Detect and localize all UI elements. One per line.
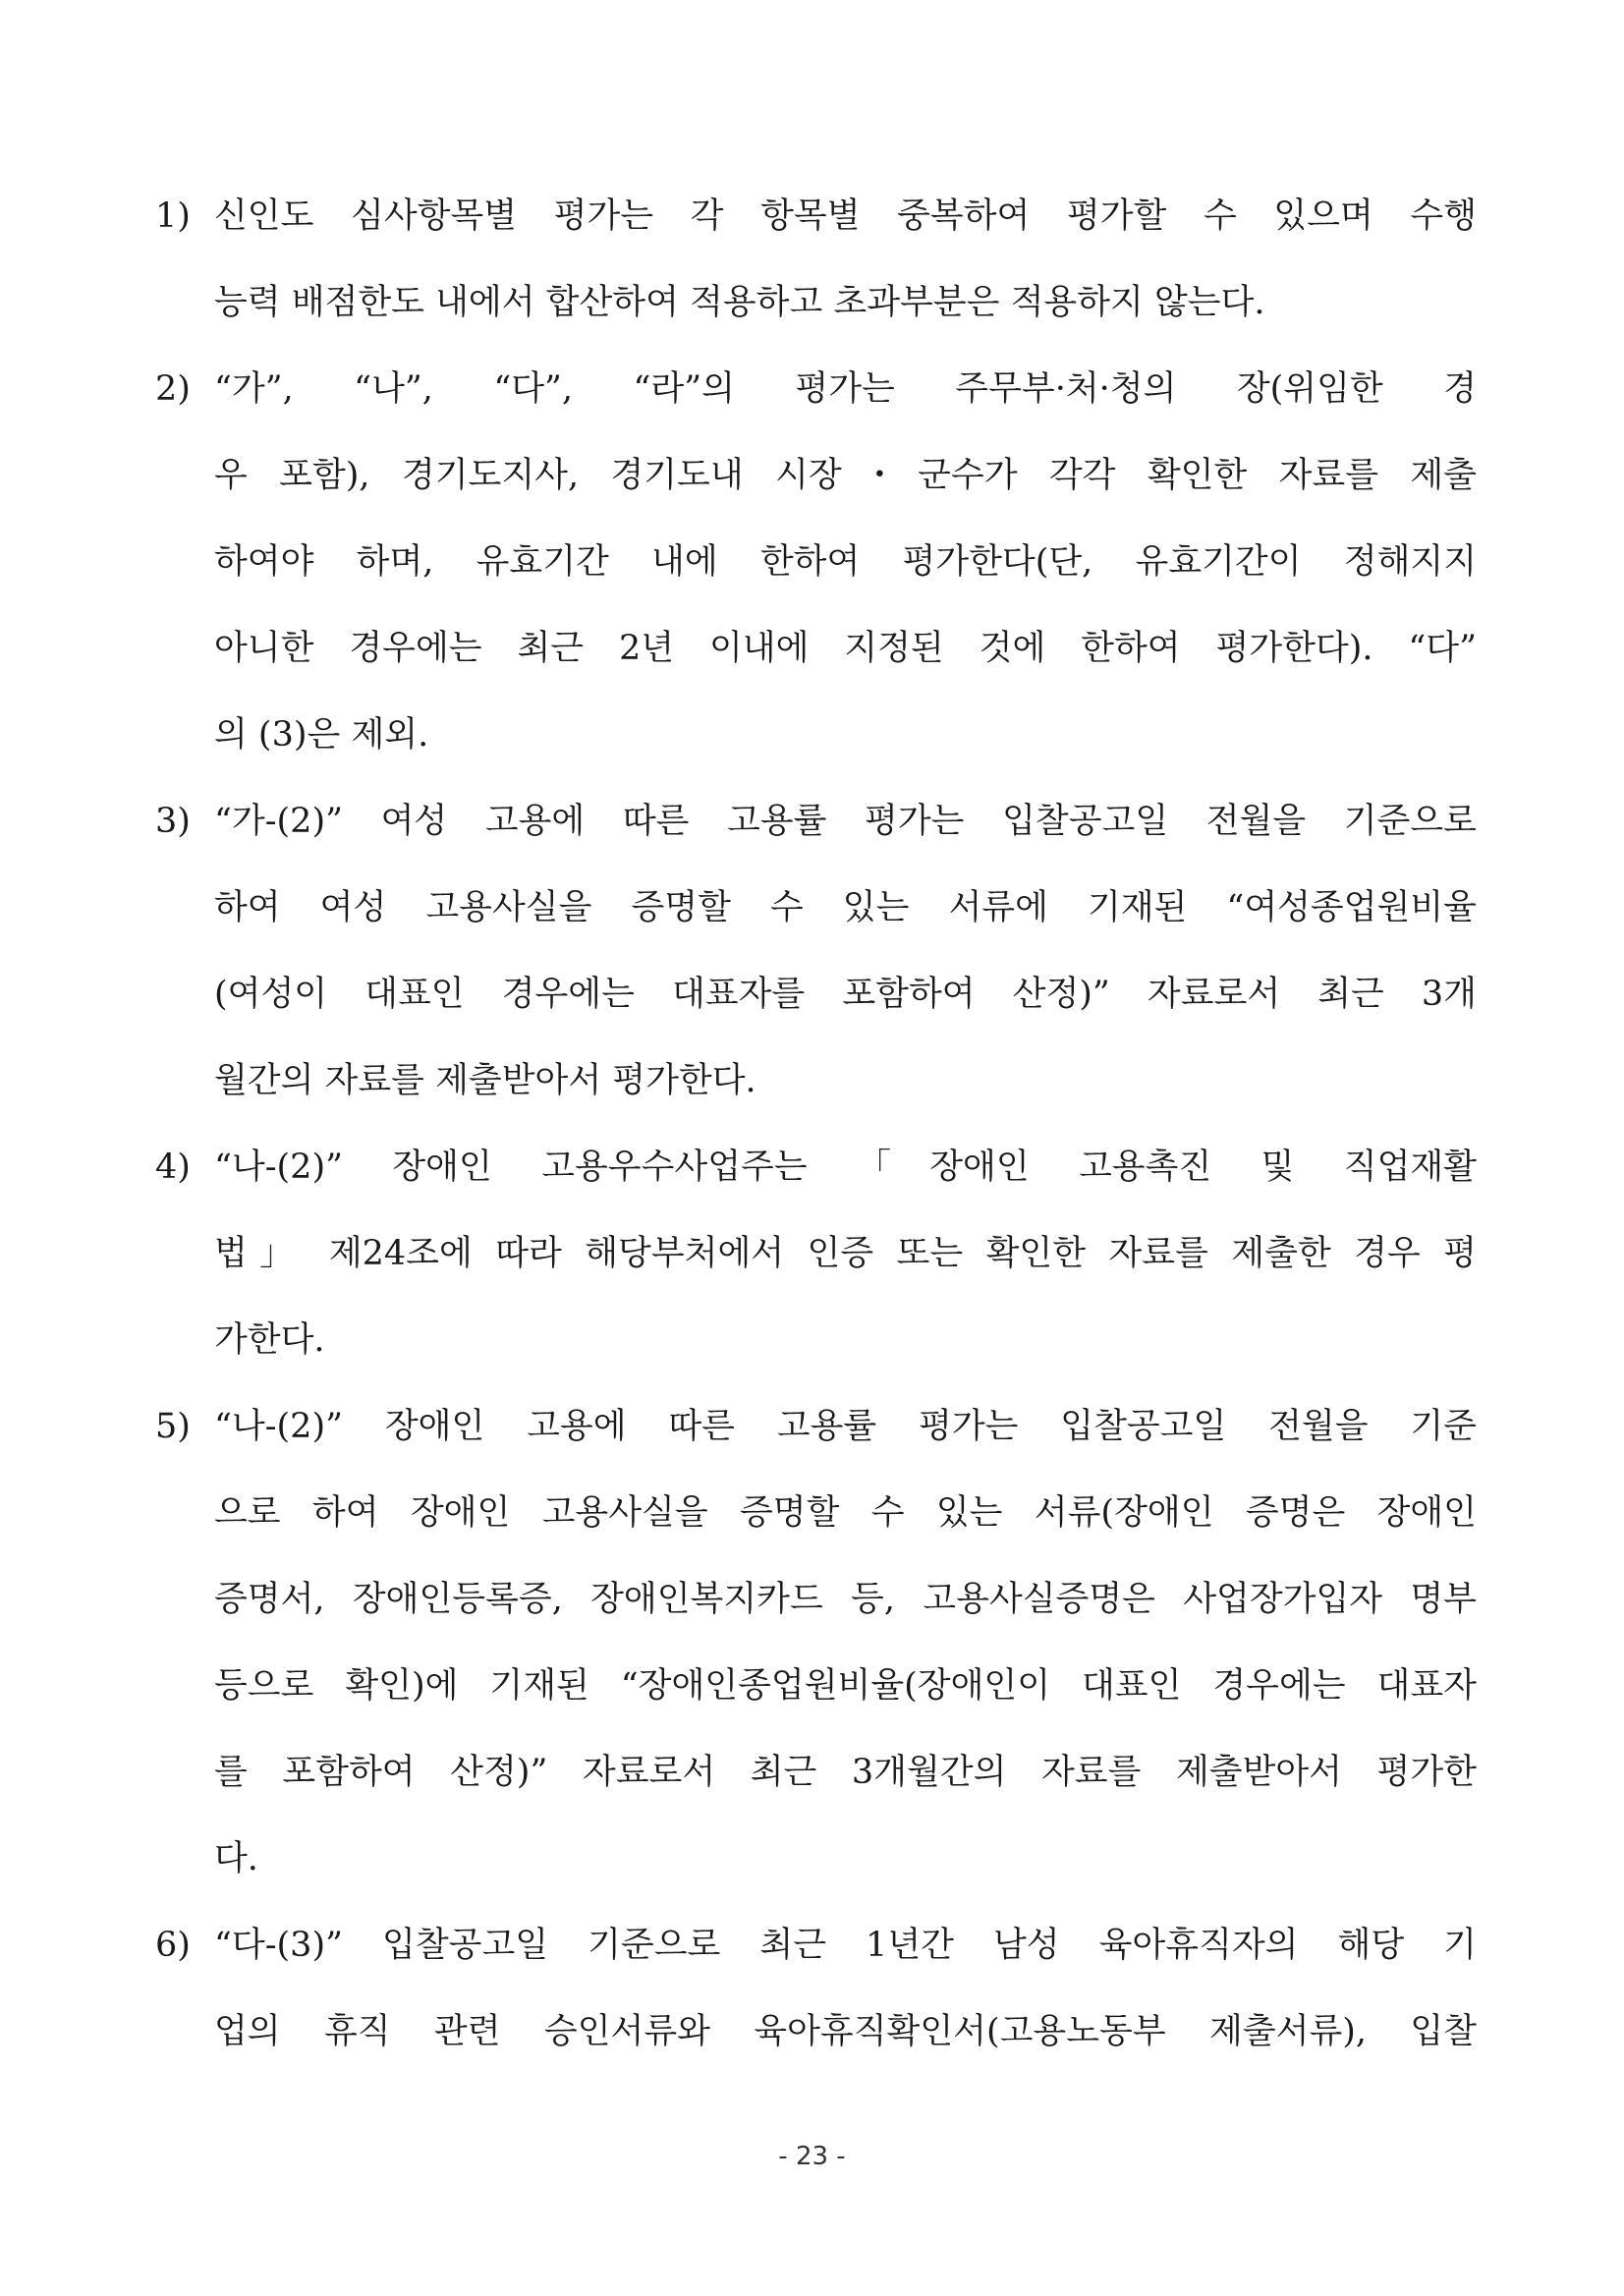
list-item xyxy=(155,173,1477,346)
item-line: “다-(3)” 입찰공고일 기준으로 최근 1년간 남성 육아휴직자의 해당 기 xyxy=(214,1926,1477,1965)
item-number: 5) xyxy=(155,1407,191,1446)
list-item xyxy=(155,1383,1477,1902)
item-line: 가한다. xyxy=(214,1320,325,1360)
item-line: 법」 제24조에 따라 해당부처에서 인증 또는 확인한 자료를 제출한 경우 평 xyxy=(214,1234,1477,1273)
item-number: 6) xyxy=(155,1926,191,1965)
item-line: 다. xyxy=(214,1839,258,1878)
item-line: “나-(2)” 장애인 고용우수사업주는 「장애인 고용촉진 및 직업재활 xyxy=(214,1148,1477,1187)
item-line: 의 (3)은 제외. xyxy=(214,715,429,755)
item-line: 증명서, 장애인등록증, 장애인복지카드 등, 고용사실증명은 사업장가입자 명부 xyxy=(214,1580,1477,1619)
list-item xyxy=(155,346,1477,778)
item-line: (여성이 대표인 경우에는 대표자를 포함하여 산정)” 자료로서 최근 3개 xyxy=(214,975,1477,1014)
item-line: 하여야 하며, 유효기간 내에 한하여 평가한다(단, 유효기간이 정해지지 xyxy=(214,542,1477,582)
item-line: 업의 휴직 관련 승인서류와 육아휴직확인서(고용노동부 제출서류), 입찰 xyxy=(214,2012,1477,2051)
item-line: 능력 배점한도 내에서 합산하여 적용하고 초과부분은 적용하지 않는다. xyxy=(214,283,1265,322)
item-line: 하여 여성 고용사실을 증명할 수 있는 서류에 기재된 “여성종업원비율 xyxy=(214,888,1477,927)
item-line: “가”, “나”, “다”, “라”의 평가는 주무부·처·청의 장(위임한 경 xyxy=(214,369,1477,409)
item-line: 우 포함), 경기도지사, 경기도내 시장・군수가 각각 확인한 자료를 제출 xyxy=(214,456,1477,495)
item-number: 1) xyxy=(155,196,191,236)
item-line: “나-(2)” 장애인 고용에 따른 고용률 평가는 입찰공고일 전월을 기준 xyxy=(214,1407,1477,1446)
item-line: 으로 하여 장애인 고용사실을 증명할 수 있는 서류(장애인 증명은 장애인 xyxy=(214,1493,1477,1533)
item-line: 등으로 확인)에 기재된 “장애인종업원비율(장애인이 대표인 경우에는 대표자 xyxy=(214,1666,1477,1706)
item-line: “가-(2)” 여성 고용에 따른 고용률 평가는 입찰공고일 전월을 기준으로 xyxy=(214,802,1477,841)
page-number: - 23 - xyxy=(778,2142,846,2171)
item-number: 2) xyxy=(155,369,191,409)
list-item xyxy=(155,1902,1477,2075)
item-number: 3) xyxy=(155,802,191,841)
list-item xyxy=(155,778,1477,1124)
item-line: 월간의 자료를 제출받아서 평가한다. xyxy=(214,1061,756,1100)
list-item xyxy=(155,1124,1477,1383)
item-number: 4) xyxy=(155,1148,191,1187)
item-line: 아니한 경우에는 최근 2년 이내에 지정된 것에 한하여 평가한다). “다” xyxy=(214,629,1477,668)
item-line: 를 포함하여 산정)” 자료로서 최근 3개월간의 자료를 제출받아서 평가한 xyxy=(214,1753,1477,1792)
item-list xyxy=(155,173,1477,2075)
item-line: 신인도 심사항목별 평가는 각 항목별 중복하여 평가할 수 있으며 수행 xyxy=(214,196,1477,236)
